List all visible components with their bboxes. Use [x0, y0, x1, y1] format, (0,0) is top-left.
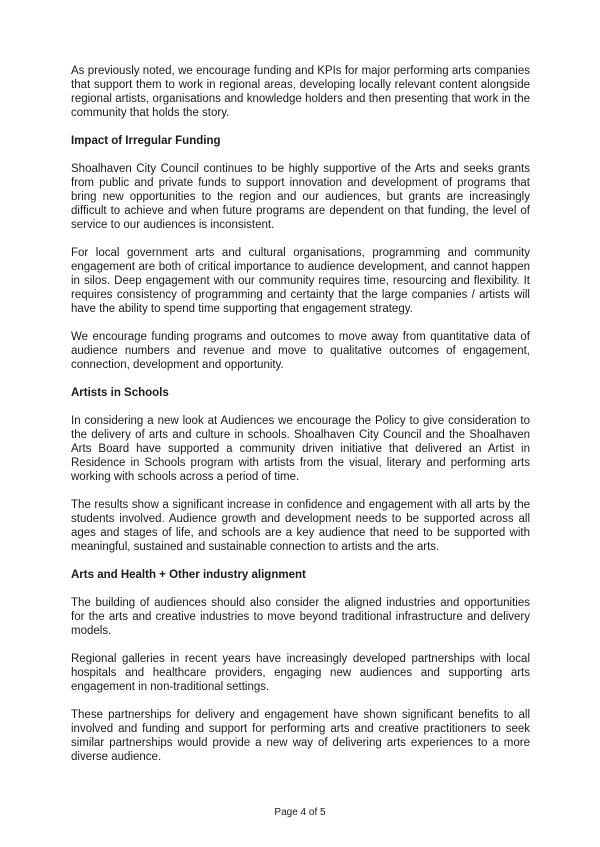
- paragraph-partnership-benefits: These partnerships for delivery and engagement have shown significant benefits to all involved and funding and support for performing arts and creative practitioners to seek similar partnerships would provide a new way of delivering arts experiences to a more diverse audience.: [71, 709, 530, 763]
- heading-impact-of-irregular-funding: Impact of Irregular Funding: [71, 135, 221, 147]
- document-body: [71, 64, 530, 778]
- paragraph-building-audiences: The building of audiences should also consider the aligned industries and opportunities for the arts and creative industries to move beyond traditional infrastructure and delivery models.: [71, 597, 530, 637]
- heading-artists-in-schools: Artists in Schools: [71, 387, 169, 399]
- paragraph-intro: As previously noted, we encourage funding and KPIs for major performing arts companies that support them to work in regional areas, developing locally relevant content alongside regional artists, organisations and knowledge holders and then presenting that work in the community that holds the story.: [71, 65, 530, 119]
- paragraph-local-government-engagement: For local government arts and cultural organisations, programming and community engagement are both of critical importance to audience development, and cannot happen in silos. Deep engagement with our community requires time, resourcing and flexibility. It requires consistency of programming and certainty that the large companies / artists will have the ability to spend time supporting that engagement strategy.: [71, 247, 530, 315]
- paragraph-schools-policy: In considering a new look at Audiences we encourage the Policy to give consideration to the delivery of arts and culture in schools. Shoalhaven City Council and the Shoalhaven Arts Board have supported a community driven initiative that delivered an Artist in Residence in Schools program with artists from the visual, literary and performing arts working with schools across a period of time.: [71, 415, 530, 483]
- paragraph-council-grants: Shoalhaven City Council continues to be highly supportive of the Arts and seeks grants from public and private funds to support innovation and development of programs that bring new opportunities to the region and our audiences, but grants are increasingly difficult to achieve and when future programs are dependent on that funding, the level of service to our audiences is inconsistent.: [71, 163, 530, 231]
- page-footer: Page 4 of 5: [274, 807, 326, 818]
- paragraph-schools-results: The results show a significant increase in confidence and engagement with all arts by the students involved. Audience growth and development needs to be supported across all ages and stages of life, and schools are a key audience that need to be supported with meaningful, sustained and sustainable connection to artists and the arts.: [71, 499, 530, 553]
- heading-arts-and-health: Arts and Health + Other industry alignment: [71, 569, 306, 581]
- paragraph-regional-galleries: Regional galleries in recent years have increasingly developed partnerships with local hospitals and healthcare providers, engaging new audiences and supporting arts engagement in non-traditional settings.: [71, 653, 530, 693]
- paragraph-funding-outcomes: We encourage funding programs and outcomes to move away from quantitative data of audience numbers and revenue and move to qualitative outcomes of engagement, connection, development and opportunity.: [71, 331, 530, 371]
